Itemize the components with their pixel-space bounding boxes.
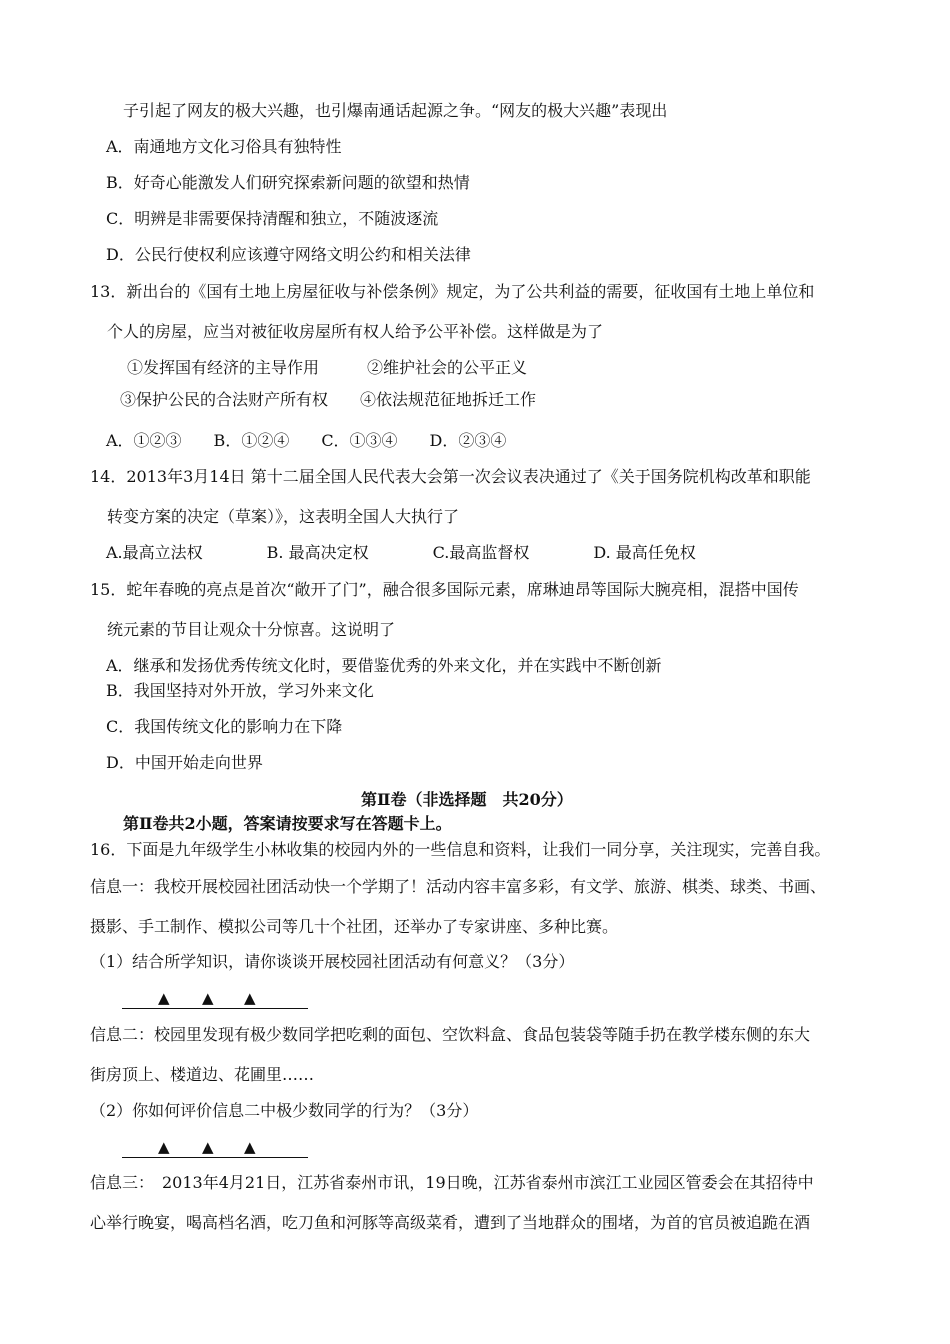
- q13-options: A．①②③ B．①②④ C．①③④ D．②③④: [106, 431, 507, 450]
- info-2-cont: 街房顶上、楼道边、花圃里……: [90, 1065, 315, 1084]
- q16-stem: 16．下面是九年级学生小林收集的校园内外的一些信息和资料，让我们一同分享，关注现实，完善自我。: [90, 840, 831, 859]
- info-3: 信息三： 2013年4月21日，江苏省泰州市讯，19日晚，江苏省泰州市滨江工业园区管委会在其招待中: [90, 1173, 814, 1192]
- q15-stem: 15．蛇年春晚的亮点是首次“敞开了门”，融合很多国际元素，席琳迪昂等国际大腕亮相，混搭中国传: [90, 580, 799, 599]
- q15-option-d: D．中国开始走向世界: [106, 753, 263, 772]
- q13-stem: 13．新出台的《国有土地上房屋征收与补偿条例》规定，为了公共利益的需要，征收国有土地上单位和: [90, 282, 815, 301]
- q13-item-row-1: ①发挥国有经济的主导作用 ②维护社会的公平正义: [127, 358, 528, 377]
- q15-option-b: B．我国坚持对外开放，学习外来文化: [106, 681, 374, 700]
- triangle-marker-icon: ▲: [202, 1138, 214, 1156]
- q15-option-c: C．我国传统文化的影响力在下降: [106, 717, 343, 736]
- q15-stem-cont: 统元素的节目让观众十分惊喜。这说明了: [107, 620, 396, 639]
- q12-option-b: B．好奇心能激发人们研究探索新问题的欲望和热情: [106, 173, 470, 192]
- section-2-title: 第Ⅱ卷（非选择题 共20分）: [361, 790, 573, 809]
- info-1: 信息一：我校开展校园社团活动快一个学期了！活动内容丰富多彩，有文学、旅游、棋类、球类、书画、: [90, 877, 827, 896]
- q12-option-c: C．明辨是非需要保持清醒和独立，不随波逐流: [106, 209, 439, 228]
- section-2-instruction: 第Ⅱ卷共2小题，答案请按要求写在答题卡上。: [123, 814, 452, 833]
- triangle-marker-icon: ▲: [158, 989, 170, 1007]
- q16-sub-1: （1）结合所学知识，请你谈谈开展校园社团活动有何意义？（3分）: [90, 952, 575, 971]
- q14-stem: 14．2013年3月14日 第十二届全国人民代表大会第一次会议表决通过了《关于国务院机构改革和职能: [90, 467, 811, 486]
- q12-option-d: D．公民行使权利应该遵守网络文明公约和相关法律: [106, 245, 471, 264]
- triangle-marker-icon: ▲: [158, 1138, 170, 1156]
- triangle-marker-icon: ▲: [202, 989, 214, 1007]
- info-1-cont: 摄影、手工制作、模拟公司等几十个社团，还举办了专家讲座、多种比赛。: [90, 917, 619, 936]
- answer-blank-1[interactable]: [122, 988, 308, 1009]
- q12-stem-tail: 子引起了网友的极大兴趣，也引爆南通话起源之争。“网友的极大兴趣”表现出: [123, 101, 668, 120]
- answer-blank-2[interactable]: [122, 1137, 308, 1158]
- q13-stem-cont: 个人的房屋，应当对被征收房屋所有权人给予公平补偿。这样做是为了: [107, 322, 604, 341]
- q13-item-row-2: ③保护公民的合法财产所有权 ④依法规范征地拆迁工作: [120, 390, 537, 409]
- info-3-cont: 心举行晚宴，喝高档名酒，吃刀鱼和河豚等高级菜肴，遭到了当地群众的围堵，为首的官员被追跪在酒: [90, 1213, 811, 1232]
- q14-options: A.最高立法权 B. 最高决定权 C.最高监督权 D. 最高任免权: [106, 543, 696, 562]
- q14-stem-cont: 转变方案的决定（草案）》，这表明全国人大执行了: [107, 507, 460, 526]
- info-2: 信息二：校园里发现有极少数同学把吃剩的面包、空饮料盒、食品包装袋等随手扔在教学楼东侧的东大: [90, 1025, 811, 1044]
- q15-option-a: A．继承和发扬优秀传统文化时，要借鉴优秀的外来文化，并在实践中不断创新: [106, 656, 662, 675]
- triangle-marker-icon: ▲: [244, 989, 256, 1007]
- q16-sub-2: （2）你如何评价信息二中极少数同学的行为？（3分）: [90, 1101, 479, 1120]
- triangle-marker-icon: ▲: [244, 1138, 256, 1156]
- q12-option-a: A．南通地方文化习俗具有独特性: [106, 137, 342, 156]
